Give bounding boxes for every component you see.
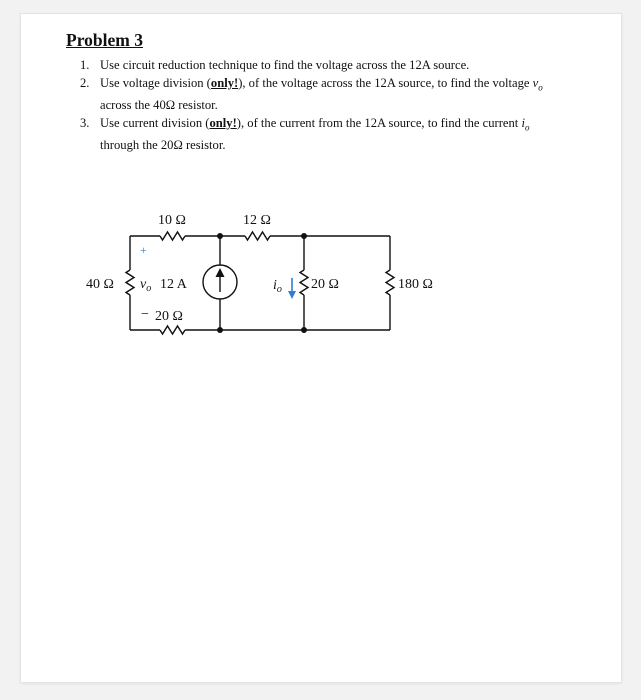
node-dot	[301, 327, 307, 333]
label-r-bottom: 20 Ω	[155, 309, 183, 324]
item-number: 3.	[80, 116, 90, 131]
item-text-post: across the 40Ω resistor.	[100, 98, 218, 113]
item-variable: v	[532, 76, 539, 91]
minus-sign: −	[141, 307, 149, 322]
item-text-mid: ), of the current from the 12A source, to find the current	[236, 116, 522, 131]
item-emphasis: only!	[209, 116, 237, 131]
plus-sign: +	[140, 243, 147, 257]
node-dot	[217, 327, 223, 333]
resistor-12-symbol	[245, 232, 270, 240]
source-arrow-icon	[216, 268, 225, 277]
io-arrow-icon	[288, 291, 296, 299]
resistor-180-symbol	[386, 270, 394, 295]
resistor-40-symbol	[126, 270, 134, 295]
item-text-post: through the 20Ω resistor.	[100, 138, 226, 153]
resistor-10-symbol	[160, 232, 185, 240]
item-emphasis: only!	[210, 76, 239, 91]
io-sub: o	[276, 284, 282, 295]
item-text-pre: Use voltage division (	[100, 76, 211, 91]
item-number: 2.	[80, 76, 90, 91]
node-dot	[301, 233, 307, 239]
problem-title: Problem 3	[66, 30, 143, 50]
vo-sub: o	[146, 283, 152, 294]
item-number: 1.	[80, 58, 90, 72]
label-r-top-left: 10 Ω	[158, 213, 186, 228]
resistor-20-mid-symbol	[300, 270, 308, 295]
label-vo	[140, 277, 151, 294]
label-r-right: 180 Ω	[398, 277, 433, 292]
label-r-mid: 20 Ω	[311, 277, 339, 292]
item-text-mid: ), of the voltage across the 12A source, to find the voltage	[238, 76, 533, 91]
label-r-left: 40 Ω	[86, 277, 114, 292]
label-r-top-mid: 12 Ω	[243, 213, 271, 228]
label-io	[273, 278, 282, 295]
node-dot	[217, 233, 223, 239]
resistor-20-bottom-symbol	[160, 326, 185, 334]
item-subscript: o	[524, 122, 530, 133]
item-text: Use circuit reduction technique to find the voltage across the 12A source.	[100, 58, 470, 72]
vo-var: v	[140, 277, 147, 292]
label-source: 12 A	[160, 277, 187, 292]
item-text-pre: Use current division (	[100, 116, 210, 131]
io-var: i	[273, 278, 277, 293]
item-subscript: o	[538, 82, 543, 93]
item-variable: i	[521, 116, 525, 131]
